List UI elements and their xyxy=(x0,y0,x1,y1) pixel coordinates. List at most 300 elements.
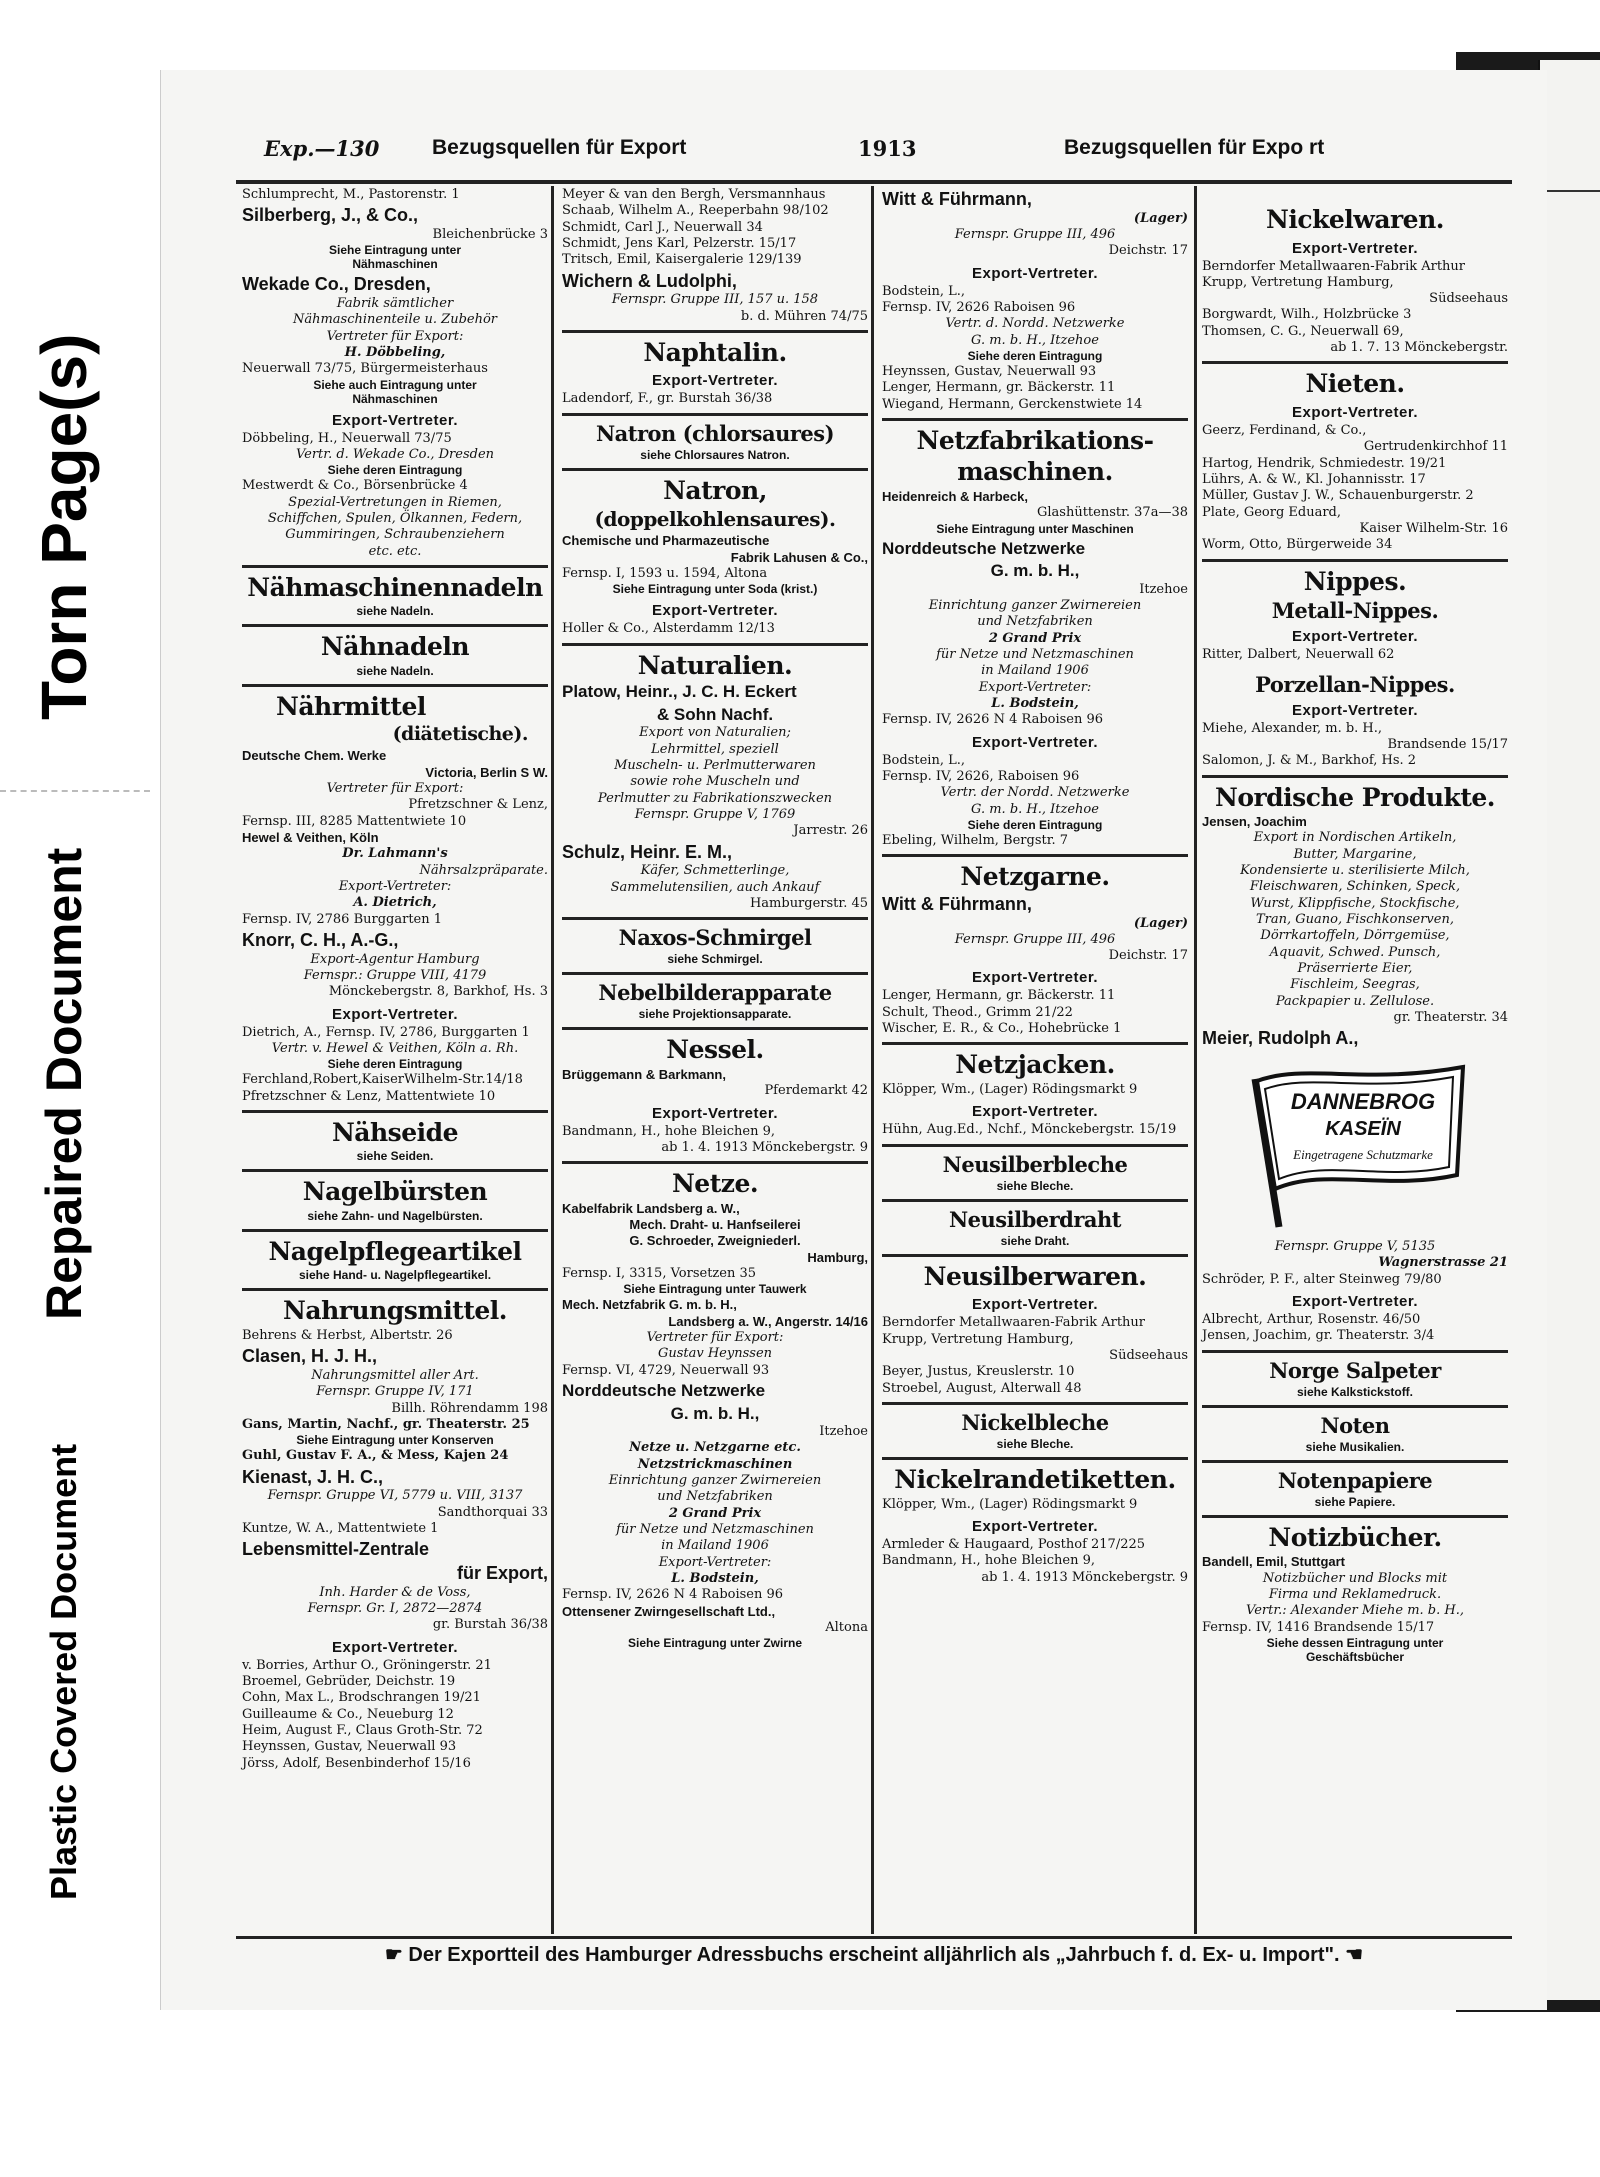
entry-line: Notizbücher und Blocks mit xyxy=(1262,1570,1448,1586)
cross-reference: Siehe deren Eintragung xyxy=(327,1057,463,1072)
export-vertreter-heading: Export-Vertreter. xyxy=(971,264,1099,282)
section-rule xyxy=(1202,361,1508,364)
entry-line: Schiffchen, Spulen, Ölkannen, Federn, xyxy=(267,510,523,526)
adjacent-page-edge xyxy=(1538,60,1600,2000)
entry-line: Fernspr. Gr. I, 2872—2874 xyxy=(307,1600,483,1616)
section-subheading: Metall-Nippes. xyxy=(1271,598,1439,624)
entry-line: Gertrudenkirchhof 11 xyxy=(1363,439,1508,455)
entry-line: Hühn, Aug.Ed., Nchf., Mönckebergstr. 15/19 xyxy=(882,1122,1177,1138)
section-rule xyxy=(1202,559,1508,562)
export-vertreter-heading: Export-Vertreter. xyxy=(651,1104,779,1122)
entry-line: Brüggemann & Barkmann, xyxy=(562,1066,726,1082)
section-heading: Naturalien. xyxy=(637,650,793,680)
section-heading: Neusilberwaren. xyxy=(923,1261,1147,1291)
entry-line: Südseehaus xyxy=(1109,1347,1188,1363)
entry-line: Krupp, Vertretung Hamburg, xyxy=(1202,274,1394,290)
cross-reference: Siehe Eintragung unter Maschinen xyxy=(936,521,1134,536)
entry-line: Fernsp. IV, 2626, Raboisen 96 xyxy=(882,769,1080,784)
footer-rule xyxy=(236,1936,1512,1939)
entry-line: b. d. Mühren 74/75 xyxy=(740,308,868,324)
entry-line: Fernsp. III, 8285 Mattentwiete 10 xyxy=(242,813,467,829)
entry-line: Export in Nordischen Artikeln, xyxy=(1253,830,1457,846)
entry-line: G. m. b. H., Itzehoe xyxy=(971,332,1099,348)
section-heading: Netzgarne. xyxy=(960,862,1110,892)
section-rule xyxy=(882,1457,1188,1460)
section-rule xyxy=(882,854,1188,857)
header-title-left: Bezugsquellen für Export xyxy=(432,136,687,159)
firm-name: für Export, xyxy=(456,1562,548,1583)
pointing-hand-right-icon: ☚ xyxy=(1345,1944,1364,1966)
section-heading: Natron, xyxy=(663,475,767,505)
entry-line: Altona xyxy=(825,1620,868,1636)
entry-line: Wurst, Klippfische, Stockfische, xyxy=(1250,895,1460,911)
entry-line: Guhl, Gustav F. A., & Mess, Kajen 24 xyxy=(242,1448,509,1464)
entry-line: Käfer, Schmetterlinge, xyxy=(640,863,790,879)
firm-name: Lebensmittel-Zentrale xyxy=(242,1539,430,1560)
cross-reference: Siehe Eintragung unter Zwirne xyxy=(627,1636,803,1651)
export-vertreter-heading: Export-Vertreter. xyxy=(971,1103,1099,1121)
entry-line: Schmidt, Carl J., Neuerwall 34 xyxy=(562,219,763,235)
section-rule xyxy=(1202,1460,1508,1463)
entry-line: Fernsp. VI, 4729, Neuerwall 93 xyxy=(562,1362,770,1378)
entry-line: Tritsch, Emil, Kaisergalerie 129/139 xyxy=(562,252,802,268)
cross-reference: siehe Schmirgel. xyxy=(667,952,763,967)
entry-line: Berndorfer Metallwaaren-Fabrik Arthur xyxy=(1202,258,1466,274)
entry-line: Fleischwaren, Schinken, Speck, xyxy=(1249,879,1461,895)
entry-line: Schmidt, Jens Karl, Pelzerstr. 15/17 xyxy=(562,235,797,251)
section-rule xyxy=(882,1144,1188,1147)
entry-line: Worm, Otto, Bürgerweide 34 xyxy=(1202,537,1393,553)
section-rule xyxy=(562,413,868,416)
entry-line: Fischleim, Seegras, xyxy=(1290,977,1420,993)
entry-line: Neuerwall 73/75, Bürgermeisterhaus xyxy=(242,361,488,377)
entry-line: etc. etc. xyxy=(368,543,422,559)
firm-name: Schulz, Heinr. E. M., xyxy=(562,841,733,862)
entry-line: Fabrik Lahusen & Co., xyxy=(730,549,868,565)
entry-line: Ritter, Dalbert, Neuerwall 62 xyxy=(1202,647,1395,663)
export-vertreter-heading: Export-Vertreter. xyxy=(1291,239,1419,257)
entry-line: gr. Burstah 36/38 xyxy=(432,1617,548,1633)
section-heading: Nessel. xyxy=(666,1035,764,1065)
entry-line: Fernsp. IV, 2626 N 4 Raboisen 96 xyxy=(882,712,1104,728)
entry-line: Salomon, J. & M., Barkhof, Hs. 2 xyxy=(1202,753,1417,769)
firm-name: G. m. b. H., xyxy=(670,1403,760,1423)
entry-line: Fernspr.: Gruppe VIII, 4179 xyxy=(303,967,487,983)
export-vertreter-heading: Export-Vertreter. xyxy=(331,411,459,429)
torn-pages-label: Torn Page(s) xyxy=(28,333,100,720)
section-heading: Neusilberbleche xyxy=(942,1151,1128,1177)
entry-line: Deichstr. 17 xyxy=(1108,243,1188,259)
entry-line: Fernspr. Gruppe III, 496 xyxy=(954,931,1116,947)
entry-line: Krupp, Vertretung Hamburg, xyxy=(882,1331,1074,1347)
section-rule xyxy=(562,643,868,646)
entry-line: Fernsp. IV, 2626 N 4 Raboisen 96 xyxy=(562,1587,784,1603)
plastic-covered-label: Plastic Covered Document xyxy=(43,1443,84,1900)
entry-line: Vertr. d. Wekade Co., Dresden xyxy=(295,447,495,462)
export-vertreter-heading: Export-Vertreter. xyxy=(651,372,779,390)
entry-line: Itzehoe xyxy=(1139,581,1188,597)
entry-line: Stroebel, August, Alterwall 48 xyxy=(882,1380,1082,1396)
entry-line: Nahrungsmittel aller Art. xyxy=(311,1367,479,1383)
entry-line: Bodstein, L., xyxy=(882,283,965,299)
section-rule xyxy=(562,917,868,920)
section-rule xyxy=(882,418,1188,421)
firm-name: Norddeutsche Netzwerke xyxy=(882,538,1086,558)
firm-name: Meier, Rudolph A., xyxy=(1202,1028,1359,1049)
entry-line: Sammelutensilien, auch Ankauf xyxy=(610,879,820,895)
entry-line: Fernspr. Gruppe V, 5135 xyxy=(1274,1239,1436,1255)
entry-line: Vertreter für Export: xyxy=(326,328,464,344)
cross-reference: Siehe deren Eintragung xyxy=(967,817,1103,832)
section-heading: Notenpapiere xyxy=(1277,1467,1433,1493)
entry-line: A. Dietrich, xyxy=(353,895,437,911)
entry-line: gr. Theaterstr. 34 xyxy=(1393,1010,1508,1026)
section-heading: Norge Salpeter xyxy=(1269,1357,1441,1383)
entry-line: Pferdemarkt 42 xyxy=(764,1083,868,1099)
entry-line: Netze u. Netzgarne etc. xyxy=(629,1440,801,1456)
entry-line: Mech. Draht- u. Hanfseilerei xyxy=(629,1217,801,1233)
entry-line: Fernspr. Gruppe V, 1769 xyxy=(634,806,796,822)
entry-line: Fernsp. I, 1593 u. 1594, Altona xyxy=(562,566,768,582)
cross-reference: siehe Papiere. xyxy=(1314,1494,1396,1509)
cross-reference: siehe Chlorsaures Natron. xyxy=(640,447,790,462)
entry-line: Einrichtung ganzer Zwirnereien xyxy=(928,598,1142,614)
firm-name: Witt & Führmann, xyxy=(882,893,1032,914)
entry-line: Lenger, Hermann, gr. Bäckerstr. 11 xyxy=(882,988,1116,1004)
firm-name: Norddeutsche Netzwerke xyxy=(562,1381,766,1401)
entry-line: Schlumprecht, M., Pastorenstr. 1 xyxy=(242,187,460,202)
column-4 xyxy=(1196,186,1514,1934)
entry-line: Heynssen, Gustav, Neuerwall 93 xyxy=(882,363,1097,379)
firm-name: Knorr, C. H., A.-G., xyxy=(242,929,399,950)
entry-line: Mestwerdt & Co., Börsenbrücke 4 xyxy=(242,478,468,494)
pointing-hand-left-icon: ☛ xyxy=(384,1944,403,1966)
entry-line: Brandsende 15/17 xyxy=(1387,736,1508,752)
entry-line: Dörrkartoffeln, Dörrgemüse, xyxy=(1260,928,1450,944)
cross-reference: Siehe Eintragung unter Tauwerk xyxy=(623,1282,807,1297)
entry-line: Cohn, Max L., Brodschrangen 19/21 xyxy=(242,1690,481,1706)
entry-line: Broemel, Gebrüder, Deichstr. 19 xyxy=(242,1673,456,1689)
entry-line: Fernsp. IV, 2786 Burggarten 1 xyxy=(242,911,443,927)
entry-line: Pfretzschner & Lenz, Mattentwiete 10 xyxy=(242,1088,496,1104)
cross-reference: Nähmaschinen xyxy=(352,257,438,272)
cross-reference: siehe Hand- u. Nagelpflegeartikel. xyxy=(298,1268,492,1283)
export-vertreter-heading: Export-Vertreter. xyxy=(1291,403,1419,421)
entry-line: ab 1. 4. 1913 Mönckebergstr. 9 xyxy=(661,1139,868,1155)
entry-line: Fernsp. IV, 1416 Brandsende 15/17 xyxy=(1202,1619,1435,1635)
entry-line: Kuntze, W. A., Mattentwiete 1 xyxy=(242,1520,439,1536)
section-rule xyxy=(882,1042,1188,1045)
section-rule xyxy=(242,1229,548,1232)
section-heading: Nagelpflegeartikel xyxy=(268,1236,522,1266)
entry-line: Dietrich, A., Fernsp. IV, 2786, Burggarten 1 xyxy=(242,1024,530,1040)
entry-line: Netzstrickmaschinen xyxy=(637,1456,793,1472)
entry-line: Wagnerstrasse 21 xyxy=(1378,1255,1508,1271)
entry-line: Mech. Netzfabrik G. m. b. H., xyxy=(562,1297,737,1313)
entry-line: (Lager) xyxy=(1133,915,1188,931)
entry-line: Export-Vertreter: xyxy=(658,1554,772,1570)
entry-line: Ottensener Zwirngesellschaft Ltd., xyxy=(562,1603,776,1619)
entry-line: Export-Vertreter: xyxy=(978,679,1092,695)
section-rule xyxy=(1202,1350,1508,1353)
section-subheading: Porzellan-Nippes. xyxy=(1255,671,1455,697)
entry-line: Bandmann, H., hohe Bleichen 9, xyxy=(882,1553,1096,1569)
entry-line: Deutsche Chem. Werke xyxy=(242,748,387,764)
entry-line: Gans, Martin, Nachf., gr. Theaterstr. 25 xyxy=(242,1416,530,1432)
entry-line: Jarrestr. 26 xyxy=(793,823,868,839)
section-rule xyxy=(882,1402,1188,1405)
entry-line: G. Schroeder, Zweigniederl. xyxy=(629,1233,801,1249)
entry-line: Fernsp. I, 3315, Vorsetzen 35 xyxy=(562,1266,757,1282)
entry-line: Fabrik sämtlicher xyxy=(336,296,454,312)
export-vertreter-heading: Export-Vertreter. xyxy=(331,1005,459,1023)
section-heading: Nickelrandetiketten. xyxy=(894,1465,1176,1495)
entry-line: Thomsen, C. G., Neuerwall 69, xyxy=(1202,323,1404,339)
export-vertreter-heading: Export-Vertreter. xyxy=(651,602,779,620)
section-rule xyxy=(242,684,548,687)
entry-line: Vertreter für Export: xyxy=(326,781,464,797)
header-year: 1913 xyxy=(858,136,917,161)
entry-line: für Netze und Netzmaschinen xyxy=(616,1522,814,1538)
entry-line: Südseehaus xyxy=(1429,291,1508,307)
section-heading: Nähnadeln xyxy=(320,632,470,662)
section-heading: Naxos-Schmirgel xyxy=(618,925,812,951)
cross-reference: Siehe dessen Eintragung unter xyxy=(1266,1636,1444,1651)
section-rule xyxy=(242,1110,548,1113)
cross-reference: siehe Bleche. xyxy=(996,1178,1074,1193)
firm-name: Kienast, J. H. C., xyxy=(242,1466,384,1487)
entry-line: Vertr. v. Hewel & Veithen, Köln a. Rh. xyxy=(271,1040,519,1056)
entry-line: Aquavit, Schwed. Punsch, xyxy=(1269,944,1441,960)
firm-name: Silberberg, J., & Co., xyxy=(242,205,419,226)
entry-line: Wischer, E. R., & Co., Hohebrücke 1 xyxy=(882,1021,1122,1037)
section-rule xyxy=(562,1161,868,1164)
section-subheading: (diätetische). xyxy=(392,723,528,746)
cross-reference: Siehe Eintragung unter Soda (krist.) xyxy=(612,582,818,597)
section-rule xyxy=(1202,775,1508,778)
entry-line: Vertr.: Alexander Miehe m. b. H., xyxy=(1246,1603,1464,1619)
entry-line: Klöpper, Wm., (Lager) Rödingsmarkt 9 xyxy=(882,1081,1138,1097)
entry-line: Behrens & Herbst, Albertstr. 26 xyxy=(242,1327,453,1343)
entry-line: Jörss, Adolf, Besenbinderhof 15/16 xyxy=(242,1755,471,1771)
section-rule xyxy=(882,1254,1188,1257)
entry-line: Spezial-Vertretungen in Riemen, xyxy=(288,494,502,510)
export-vertreter-heading: Export-Vertreter. xyxy=(971,969,1099,987)
entry-line: Fernspr. Gruppe IV, 171 xyxy=(316,1384,474,1400)
entry-line: Bodstein, L., xyxy=(882,752,965,768)
entry-line: Wiegand, Hermann, Gerckenstwiete 14 xyxy=(882,396,1143,412)
entry-line: Schaab, Wilhelm A., Reeperbahn 98/102 xyxy=(562,203,829,219)
export-vertreter-heading: Export-Vertreter. xyxy=(331,1638,459,1656)
dannebrog-logo xyxy=(1202,1059,1508,1229)
entry-line: Firma und Reklamedruck. xyxy=(1268,1587,1442,1603)
entry-line: Bleichenbrücke 3 xyxy=(432,227,548,243)
section-heading: maschinen. xyxy=(957,457,1113,487)
entry-line: Gustav Heynssen xyxy=(657,1346,773,1362)
entry-line: Plate, Georg Eduard, xyxy=(1202,504,1342,520)
entry-line: Schröder, P. F., alter Steinweg 79/80 xyxy=(1202,1271,1442,1287)
section-heading: Nahrungsmittel. xyxy=(283,1296,507,1326)
cross-reference: siehe Projektionsapparate. xyxy=(638,1007,792,1022)
entry-line: Ladendorf, F., gr. Burstah 36/38 xyxy=(562,391,773,407)
entry-line: Jensen, Joachim, gr. Theaterstr. 3/4 xyxy=(1202,1328,1435,1344)
firm-name: G. m. b. H., xyxy=(990,561,1080,581)
entry-line: Heidenreich & Harbeck, xyxy=(882,488,1028,504)
firm-name: & Sohn Nachf. xyxy=(656,704,774,724)
cross-reference: siehe Draht. xyxy=(1000,1233,1070,1248)
entry-line: Export-Vertreter: xyxy=(338,878,452,894)
section-rule xyxy=(562,1027,868,1030)
export-vertreter-heading: Export-Vertreter. xyxy=(971,1517,1099,1535)
entry-line: Meyer & van den Bergh, Versmannhaus xyxy=(562,187,826,202)
export-vertreter-heading: Export-Vertreter. xyxy=(971,733,1099,751)
section-rule xyxy=(882,1199,1188,1202)
entry-line: Hartog, Hendrik, Schmiedestr. 19/21 xyxy=(1202,455,1447,471)
section-rule xyxy=(242,624,548,627)
section-heading: Neusilberdraht xyxy=(948,1206,1122,1232)
cross-reference: siehe Zahn- und Nagelbürsten. xyxy=(307,1208,483,1223)
entry-line: Perlmutter zu Fabrikationszwecken xyxy=(597,790,833,806)
entry-line: Packpapier u. Zellulose. xyxy=(1275,993,1435,1009)
entry-line: Itzehoe xyxy=(819,1424,868,1440)
logo-text-kasein: KASEÏN xyxy=(1325,1118,1401,1141)
section-rule xyxy=(562,972,868,975)
entry-line: Vertr. der Nordd. Netzwerke xyxy=(940,785,1130,801)
entry-line: Vertreter für Export: xyxy=(646,1330,784,1346)
repaired-document-label: Repaired Document xyxy=(36,847,92,1320)
section-heading: Netze. xyxy=(671,1169,759,1199)
entry-line: Ebeling, Wilhelm, Bergstr. 7 xyxy=(882,832,1069,848)
entry-line: Kaiser Wilhelm-Str. 16 xyxy=(1359,520,1508,536)
entry-line: H. Döbbeling, xyxy=(344,345,446,361)
column-2 xyxy=(556,186,874,1934)
entry-line: v. Borries, Arthur O., Gröningerstr. 21 xyxy=(242,1657,492,1673)
section-heading: Nickelwaren. xyxy=(1266,205,1444,234)
entry-line: Billh. Röhrendamm 198 xyxy=(391,1400,548,1416)
cross-reference: Siehe Eintragung unter Konserven xyxy=(296,1433,494,1448)
entry-line: Sandthorquai 33 xyxy=(437,1504,548,1520)
section-rule xyxy=(242,1288,548,1291)
section-heading: Natron (chlorsaures) xyxy=(595,420,835,446)
cross-reference: Nähmaschinen xyxy=(352,391,438,406)
entry-line: Fernspr. Gruppe VI, 5779 u. VIII, 3137 xyxy=(267,1488,523,1504)
entry-line: in Mailand 1906 xyxy=(981,663,1089,679)
entry-line: Export von Naturalien; xyxy=(639,725,791,741)
firm-name: Clasen, H. J. H., xyxy=(242,1346,378,1367)
entry-line: Lehrmittel, speziell xyxy=(651,741,779,757)
export-vertreter-heading: Export-Vertreter. xyxy=(1291,628,1419,646)
entry-line: Bandmann, H., hohe Bleichen 9, xyxy=(562,1123,776,1139)
entry-line: ab 1. 7. 13 Mönckebergstr. xyxy=(1330,340,1508,356)
entry-line: 2 Grand Prix xyxy=(988,630,1082,646)
section-heading: Nebelbilderapparate xyxy=(598,980,832,1006)
firm-name: Bandell, Emil, Stuttgart xyxy=(1202,1554,1346,1570)
entry-line: Dr. Lahmann's xyxy=(342,846,448,862)
firm-name: Jensen, Joachim xyxy=(1202,814,1307,830)
entry-line: Mönckebergstr. 8, Barkhof, Hs. 3 xyxy=(328,984,548,1000)
cross-reference: siehe Bleche. xyxy=(996,1437,1074,1452)
section-heading: Notizbücher. xyxy=(1268,1522,1442,1552)
section-rule xyxy=(1202,1515,1508,1518)
condition-sidebar xyxy=(0,0,130,2177)
entry-line: Pfretzschner & Lenz, xyxy=(408,797,548,813)
entry-line: Berndorfer Metallwaaren-Fabrik Arthur xyxy=(882,1315,1146,1331)
cross-reference: Geschäftsbücher xyxy=(1305,1650,1405,1665)
export-vertreter-heading: Export-Vertreter. xyxy=(1291,1293,1419,1311)
entry-line: Nähmaschinenteile u. Zubehör xyxy=(292,312,498,328)
section-rule xyxy=(1202,1405,1508,1408)
entry-line: Geerz, Ferdinand, & Co., xyxy=(1202,422,1367,438)
cross-reference: siehe Nadeln. xyxy=(356,663,434,678)
flag-logo-icon xyxy=(1235,1059,1475,1229)
entry-line: G. m. b. H., Itzehoe xyxy=(971,801,1099,817)
entry-line: Holler & Co., Alsterdamm 12/13 xyxy=(562,621,775,637)
entry-line: L. Bodstein, xyxy=(671,1571,759,1587)
entry-line: Kondensierte u. sterilisierte Milch, xyxy=(1240,863,1470,879)
section-heading: Nährmittel xyxy=(276,691,426,721)
entry-line: Fernspr. Gruppe III, 496 xyxy=(954,227,1116,243)
entry-line: 2 Grand Prix xyxy=(668,1505,762,1521)
entry-line: Tran, Guano, Fischkonserven, xyxy=(1256,912,1454,928)
entry-line: Gummiringen, Schraubenziehern xyxy=(285,527,505,543)
cross-reference: siehe Kalkstickstoff. xyxy=(1296,1384,1414,1399)
entry-line: Ferchland,Robert,KaiserWilhelm-Str.14/18 xyxy=(242,1072,523,1088)
section-heading: Nagelbürsten xyxy=(302,1177,488,1207)
firm-name: Wichern & Ludolphi, xyxy=(562,270,737,291)
entry-line: Müller, Gustav J. W., Schauenburgerstr. 2 xyxy=(1202,488,1474,504)
entry-line: Glashüttenstr. 37a—38 xyxy=(1036,505,1188,521)
page-number: Exp.—130 xyxy=(264,136,380,161)
entry-line: Kabelfabrik Landsberg a. W., xyxy=(562,1200,740,1216)
section-heading: Nickelbleche xyxy=(961,1409,1109,1435)
entry-line: Armleder & Haugaard, Posthof 217/225 xyxy=(882,1536,1146,1552)
cross-reference: siehe Nadeln. xyxy=(356,604,434,619)
entry-line: Export-Agentur Hamburg xyxy=(310,951,480,967)
entry-line: Lührs, A. & W., Kl. Johannisstr. 17 xyxy=(1202,471,1426,487)
section-heading: Netzfabrikations- xyxy=(916,425,1154,455)
entry-line: Borgwardt, Wilh., Holzbrücke 3 xyxy=(1202,307,1412,323)
export-vertreter-heading: Export-Vertreter. xyxy=(1291,701,1419,719)
entry-line: Fernsp. IV, 2626 Raboisen 96 xyxy=(882,300,1076,315)
entry-line: Hamburgerstr. 45 xyxy=(749,895,868,911)
section-rule xyxy=(562,468,868,471)
entry-line: Chemische und Pharmazeutische xyxy=(562,533,770,549)
section-heading: Noten xyxy=(1320,1412,1390,1438)
firm-name: Wekade Co., Dresden, xyxy=(242,274,431,295)
column-1 xyxy=(236,186,554,1934)
export-vertreter-heading: Export-Vertreter. xyxy=(971,1296,1099,1314)
entry-line: Landsberg a. W., Angerstr. 14/16 xyxy=(668,1313,868,1329)
entry-line: Fernspr. Gruppe III, 157 u. 158 xyxy=(611,292,819,308)
entry-line: sowie rohe Muscheln und xyxy=(630,774,800,790)
entry-line: in Mailand 1906 xyxy=(661,1538,769,1554)
section-heading: Nieten. xyxy=(1305,369,1405,399)
section-heading: Naphtalin. xyxy=(643,337,787,367)
cross-reference: siehe Musikalien. xyxy=(1305,1439,1405,1454)
section-heading: Nippes. xyxy=(1303,566,1407,596)
entry-line: Hewel & Veithen, Köln xyxy=(242,830,379,845)
entry-line: (Lager) xyxy=(1133,210,1188,226)
entry-line: Klöpper, Wm., (Lager) Rödingsmarkt 9 xyxy=(882,1496,1138,1512)
page-footer xyxy=(236,1942,1512,1978)
entry-line: Inh. Harder & de Voss, xyxy=(319,1584,471,1600)
entry-line: Heim, August F., Claus Groth-Str. 72 xyxy=(242,1722,483,1738)
cross-reference: Siehe deren Eintragung xyxy=(967,348,1103,363)
entry-line: Muscheln- u. Perlmutterwaren xyxy=(614,757,816,773)
footer-text: Der Exportteil des Hamburger Adressbuchs erscheint alljährlich als „Jahrbuch f. d. Ex- u. Import". xyxy=(408,1944,1340,1966)
section-rule xyxy=(242,1169,548,1172)
section-rule xyxy=(242,565,548,568)
